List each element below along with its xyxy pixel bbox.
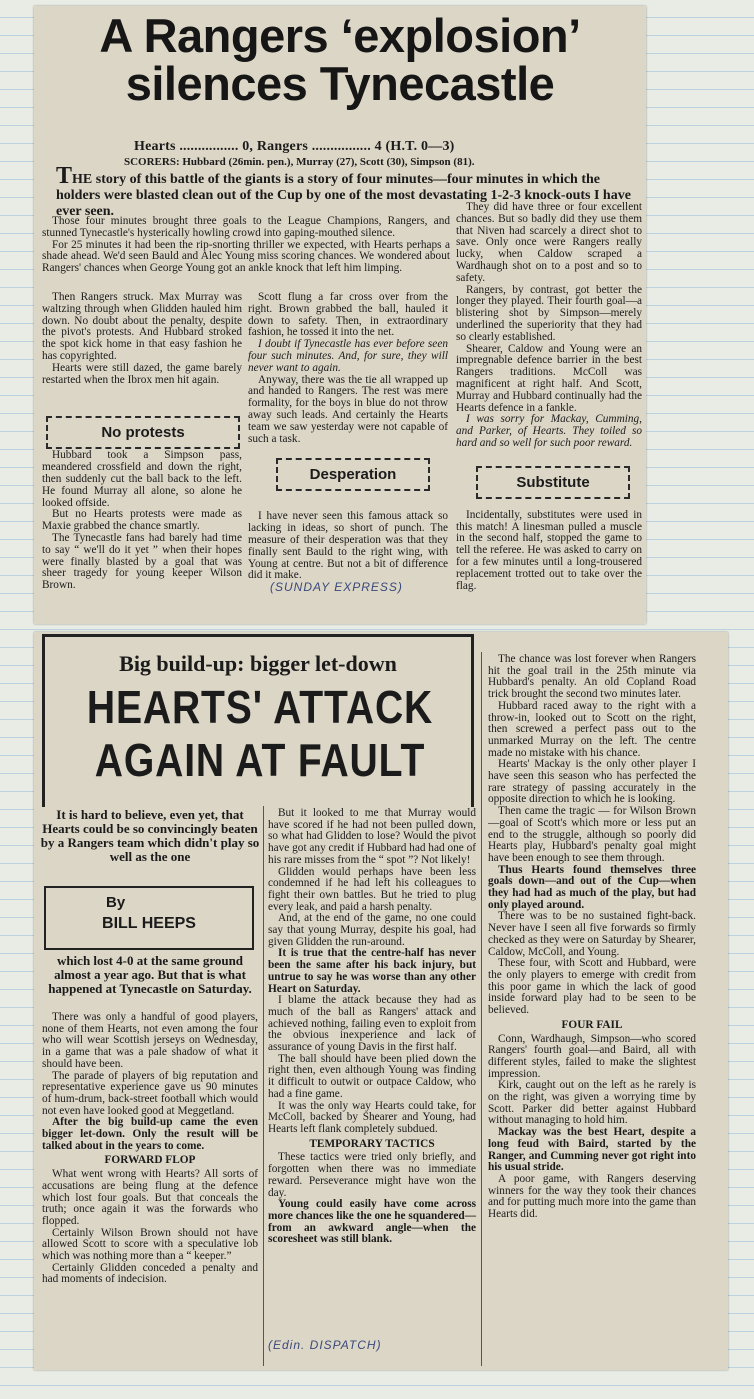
drop-cap: T [56,163,73,189]
edinburgh-dispatch-clipping [34,632,728,1370]
headline: A Rangers ‘explosion’ silences Tynecastle [99,9,581,110]
headline: HEARTS' ATTACK AGAIN AT FAULT [86,681,434,786]
paragraph: It was the only way Hearts could take, for McColl, backed by Shearer and Young, had Hearts left flank completely subdued. [268,1099,476,1135]
paragraph: The ball should have been plied down the right then, even although Young was finding it difficult to outwit or outpace Caldow, who had a fine game. [268,1052,476,1100]
kicker: Big build-up: bigger let-down [119,651,397,676]
paragraph: Then came the tragic — for Wilson Brown—goal of Scott's which more or less put an end to the struggle, although so poorly did Hearts play, Hubbard's penalty goal might have been enough to see them through. [488,805,696,864]
subhead-box-substitute: Substitute [476,466,630,499]
paragraph: Young could easily have come across more chances like the one he squandered—from an awkward angle—when the scoresheet was still blank. [268,1198,476,1246]
paragraph: Hubbard took a Simpson pass, meandered crossfield and down the right, then suddenly cut the ball back to the left. He found Murray all alone, so alone he looked offside. [42,449,242,509]
byline-name: BILL HEEPS [102,915,196,932]
subhead-temporary-tactics: TEMPORARY TACTICS [309,1137,435,1150]
paragraph: Incidentally, substitutes were used in this match! A linesman pulled a muscle in the second half, stopped the game to tell the referee. He was asked to carry on for a few minutes until a long-trousered replacement trotted out to take over the flag. [456,508,642,592]
lead-paragraph: It is hard to believe, even yet, that Hearts could be so convincingly beaten by a Rangers team which didn't play so well as the one [40,807,260,864]
column-rule [263,806,264,1366]
paragraph: For 25 minutes it had been the rip-snorting thriller we expected, with Hearts perhaps a shade ahead. We'd seen Bauld and Alec Young miss scoring chances. We wondered about Rangers' chances when George Young got an ankle knock that left him limping. [42,238,450,275]
paragraph: After the big build-up came the even bigger let-down. Only the result will be talked about in the years to come. [42,1116,258,1152]
paragraph: It is true that the centre-half has never been the same after his back injury, but untrue to say he was worse than any other Heart on Saturday. [268,947,476,995]
paragraph: They did have three or four excellent chances. But so badly did they use them that Niven had scarcely a direct shot to save. Only once were Rangers really lucky, when Caldow scraped a Wardhaugh shot on to a post and so to safety. [456,201,642,284]
byline-box [44,886,254,950]
paragraph: Hearts' Mackay is the only other player I have seen this season who has perfected the rare strategy of passing accurately in the opposite direction to which he is looking. [488,758,696,806]
paragraph: Certainly Glidden conceded a penalty and had moments of indecision. [42,1261,258,1286]
paragraph: These tactics were tried only briefly, and forgotten when there was no immediate reward. Perseverance might have won the day. [268,1151,476,1199]
paragraph: Certainly Wilson Brown should not have allowed Scott to score with a speculative lob which was nothing more than a “ keeper.” [42,1226,258,1263]
handwritten-source-note: (Edin. DISPATCH) [268,1338,382,1352]
paragraph: But no Hearts protests were made as Maxie grabbed the chance smartly. [42,508,242,533]
paragraph: Mackay was the best Heart, despite a long feud with Baird, started by the Ranger, and Cumming never got right into his usual stride. [488,1126,696,1174]
paragraph: I blame the attack because they had as much of the ball as Rangers' attack and achieved nothing, failing even to exploit from the obvious inexperience and lack of assurance of young Davis in the first half. [268,994,476,1054]
scorers-line: SCORERS: Hubbard (26min. pen.), Murray (27), Scott (30), Simpson (81). [124,156,475,168]
column-rule [481,652,482,1366]
subhead-box-no-protests: No protests [46,416,240,449]
paragraph: There was to be no sustained fight-back. Never have I seen all five forwards so firmly checked as they were on Saturday by Shearer, Caldow, McColl, and Young. [488,910,696,958]
paragraph: And, at the end of the game, no one could say that young Murray, despite his goal, had given Glidden the run-around. [268,912,476,948]
paragraph: Scott flung a far cross over from the right. Brown grabbed the ball, hauled it down to safety. Then, in extraordinary fashion, he tossed it into the net. [248,291,448,339]
column-3 [456,202,642,592]
paragraph: Anyway, there was the tie all wrapped up and handed to Rangers. The rest was mere formality, for the boys in blue do not throw away such leads. And certainly the Hearts team we saw yesterday were not capable of such a task. [248,373,448,445]
paragraph: Kirk, caught out on the left as he rarely is on the right, was given a worrying time by Scott. Parker did better against Hubbard without managing to hold him. [488,1079,696,1127]
sunday-express-clipping [34,6,646,624]
paragraph: The chance was lost forever when Rangers hit the goal trail in the 25th minute via Hubbard's penalty. An old Copland Road trick brought the second two minutes later. [488,653,696,701]
paragraph: These four, with Scott and Hubbard, were the only players to emerge with credit from this poor game in which the lack of good inside forward play had to be seen to be believed. [488,957,696,1017]
paragraph: The parade of players of big reputation and representative experience gave us 90 minutes of hum-drum, back-street football which would not even have looked good at Meggetland. [42,1069,258,1117]
paragraph: The Tynecastle fans had barely had time to say “ we'll do it yet ” when their hopes were finally blasted by a goal that was sheer tragedy for young keeper Wilson Brown. [42,531,242,592]
column-a [42,1012,258,1286]
subhead-forward-flop: FORWARD FLOP [104,1154,196,1167]
paragraph: Then Rangers struck. Max Murray was waltzing through when Glidden hauled him down. No doubt about the penalty, despite the pivot's protests. And Hubbard stroked the spot kick home in that easy fashion he has copyrighted. [42,291,242,362]
paragraph: But it looked to me that Murray would have scored if he had not been pulled down, so what had Glidden to lose? Would the pivot have got any credit if Hubbard had had one of his rare misses from the “ spot ”? Not likely! [268,807,476,866]
headline-box [42,634,474,807]
wide-intro-column [42,216,450,275]
paragraph: I have never seen this famous attack so lacking in ideas, so short of punch. The measure of their desperation was that they finally sent Bauld to the right wing, with Young at centre. But not a bit of difference did it make. [248,510,448,582]
paragraph: Rangers, by contrast, got better the longer they played. Their fourth goal—a blistering shot by Simpson—merely underlined the superiority that they had so clearly established. [456,283,642,343]
lead-continued: which lost 4-0 at the same ground almost a year ago. But that is what happened at Tynecastle on Saturday. [48,953,252,996]
intro-paragraph: THE story of this battle of the giants is a story of four minutes—four minutes in which the holders were blasted clean out of the Cup by one of the most devastating 1-2-3 knock-outs I have ever seen. [56,163,631,219]
subhead-box-desperation: Desperation [276,458,430,491]
subhead-four-fail: FOUR FAIL [561,1018,623,1031]
column-2 [248,292,448,582]
paragraph: What went wrong with Hearts? All sorts of accusations are being flung at the defence which lost four goals. But that conceals the truth; once again it was the forwards who flopped. [42,1168,258,1227]
paragraph: There was only a handful of good players, none of them Hearts, not even among the four who will wear Scottish jerseys on Wednesday, in a game that was a pale shadow of what it should have been. [42,1011,258,1070]
paragraph: I doubt if Tynecastle has ever before seen four such minutes. And, for sure, they will never want to again. [248,338,448,374]
paragraph: Shearer, Caldow and Young were an impregnable defence barrier in the best Rangers traditions. McColl was magnificent at right half. And Scott, Murray and Hubbard continually had the Hearts defence in a fankle. [456,342,642,414]
paragraph: Hearts were still dazed, the game barely restarted when the Ibrox men hit again. [42,361,242,386]
paragraph: Thus Hearts found themselves three goals down—and out of the Cup—when they had had as much of the play, but had only played around. [488,863,696,911]
byline-by: By [106,894,126,911]
paragraph: Glidden would perhaps have been less condemned if he had left his colleagues to fight their own battles. But he tried to plug every leak, and paid a harsh penalty. [268,865,476,913]
column-b [268,808,476,1246]
handwritten-source-note: (SUNDAY EXPRESS) [270,580,403,594]
column-c [488,654,696,1221]
paragraph: Those four minutes brought three goals to the League Champions, Rangers, and stunned Tynecastle's hysterically howling crowd into gaping-mouthed silence. [42,215,450,239]
paragraph: Conn, Wardhaugh, Simpson—who scored Rangers' fourth goal—and Baird, all with different styles, failed to make the slightest impression. [488,1032,696,1080]
paragraph: Hubbard raced away to the right with a throw-in, looked out to Scott on the right, then screwed a perfect pass out to the unmarked Murray on the left. The centre made no mistake with his chance. [488,699,696,759]
paragraph: A poor game, with Rangers deserving winners for the way they took their chances and for putting much more into the game than Hearts did. [488,1172,696,1221]
scoreline: Hearts ................ 0, Rangers ................ 4 (H.T. 0—3) [134,139,455,154]
paragraph: I was sorry for Mackay, Cumming, and Parker, of Hearts. They toiled so hard and so well for such poor reward. [456,413,642,449]
